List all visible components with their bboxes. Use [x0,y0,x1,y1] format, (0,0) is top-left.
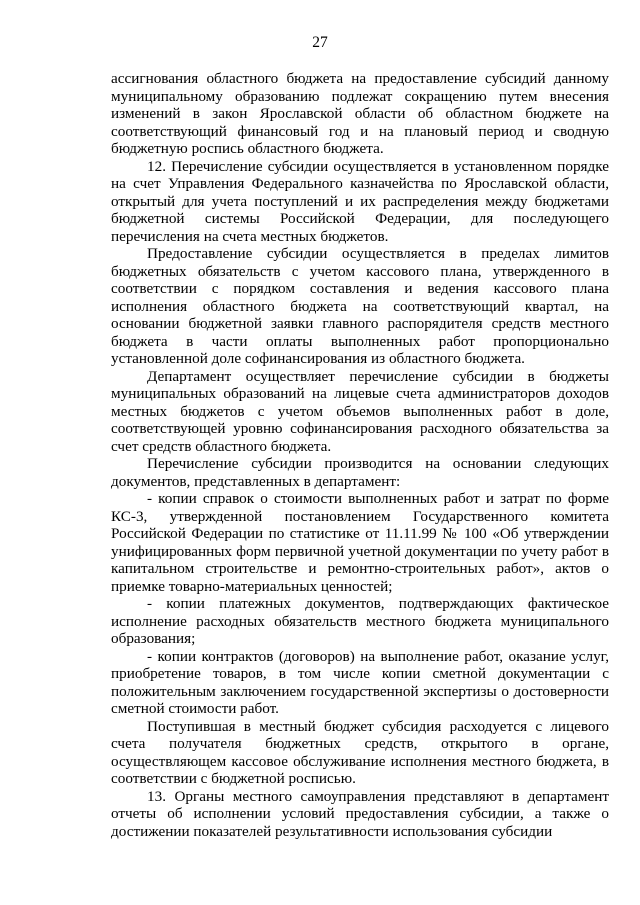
list-item-ks3-copies: - копии справок о стоимости выполненных работ и затрат по форме КС-3, утвержденной постановлением Государственного комитета Российской Федерации по статистике от 11.11.99 № 100 «Об утверждении унифицированных форм первичной учетной документации по учету работ в капитальном строительстве и ремонтно-строительных работ», актов о приемке товарно-материальных ценностей; [111,490,609,595]
paragraph-subsidy-spending: Поступившая в местный бюджет субсидия расходуется с лицевого счета получателя бюджетных средств, открытого в органе, осуществляющем кассовое обслуживание исполнения местного бюджета, в соответствии с бюджетной росписью. [111,717,609,787]
paragraph-documents-basis: Перечисление субсидии производится на основании следующих документов, представленных в департамент: [111,455,609,490]
paragraph-department-transfer: Департамент осуществляет перечисление субсидии в бюджеты муниципальных образований на лицевые счета администраторов доходов местных бюджетов с учетом объемов выполненных работ в доле, соответствующей уровню софинансирования расходного обязательства за счет средств областного бюджета. [111,367,609,455]
paragraph-item-12-transfer: 12. Перечисление субсидии осуществляется в установленном порядке на счет Управления Федерального казначейства по Ярославской области, открытый для учета поступлений и их распределения между бюджетами бюджетной системы Российской Федерации, для последующего перечисления на счета местных бюджетов. [111,157,609,245]
list-item-payment-documents: - копии платежных документов, подтверждающих фактическое исполнение расходных обязательств местного бюджета муниципального образования; [111,595,609,647]
paragraph-item-13-reports: 13. Органы местного самоуправления представляют в департамент отчеты об исполнении условий предоставления субсидии, а также о достижении показателей результативности использования субсидии [111,787,609,840]
paragraph-budget-allocation: ассигнования областного бюджета на предоставление субсидий данному муниципальному образованию подлежат сокращению путем внесения изменений в закон Ярославской области об областном бюджете на соответствующий финансовый год и на плановый период и сводную бюджетную роспись областного бюджета. [111,70,609,157]
list-item-contract-copies: - копии контрактов (договоров) на выполнение работ, оказание услуг, приобретение товаров, в том числе копии сметной документации с положительным заключением государственной экспертизы о достоверности сметной стоимости работ. [111,647,609,717]
page-number: 27 [312,34,328,51]
paragraph-subsidy-limits: Предоставление субсидии осуществляется в пределах лимитов бюджетных обязательств с учетом кассового плана, утвержденного в соответствии с порядком составления и ведения кассового плана исполнения областного бюджета на соответствующий квартал, на основании бюджетной заявки главного распорядителя средств местного бюджета в части оплаты выполненных работ пропорционально установленной доле софинансирования из областного бюджета. [111,245,609,367]
document-body [111,70,609,840]
